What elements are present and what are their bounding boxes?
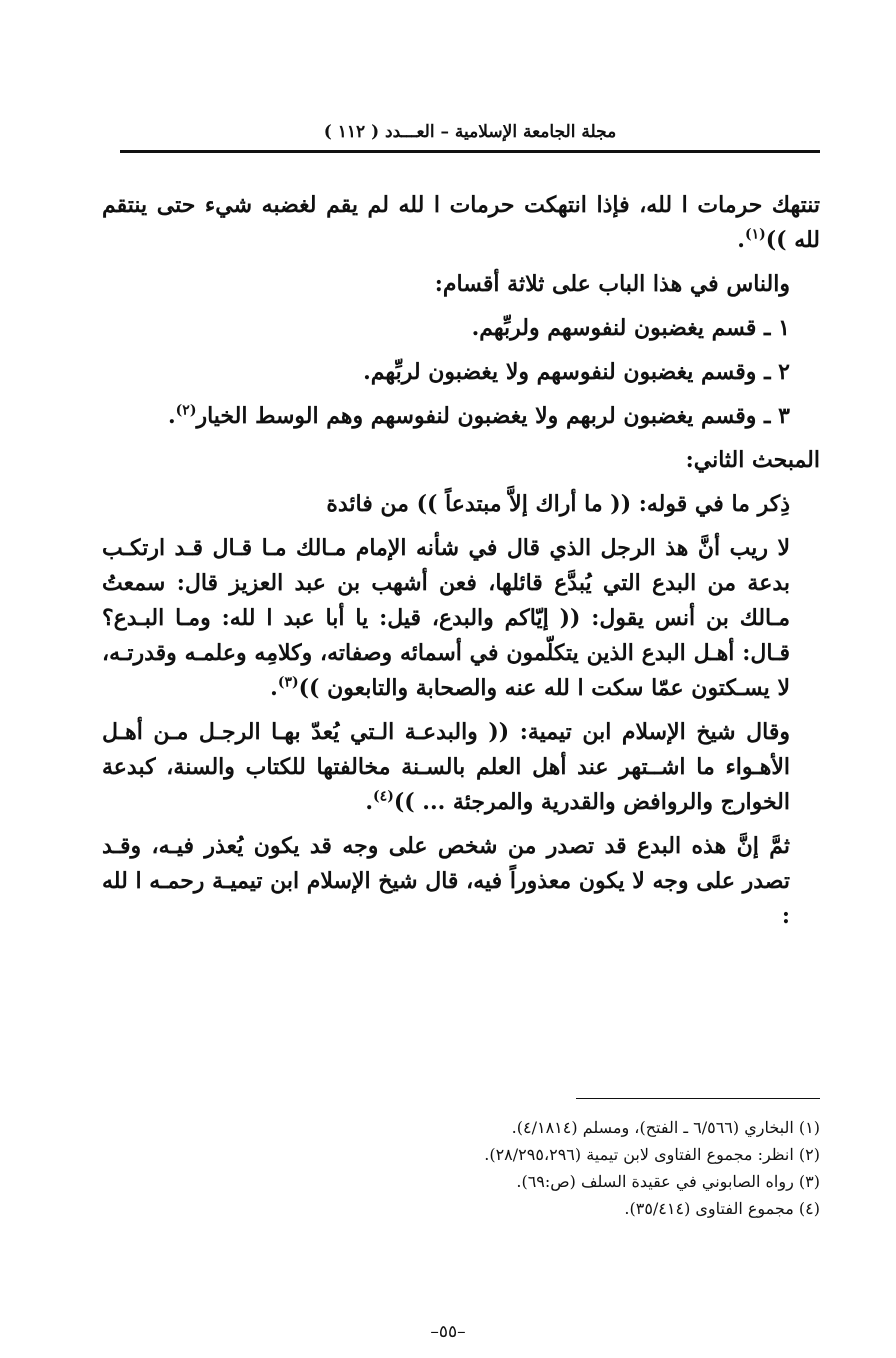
paragraph-3: لا ريب أنَّ هذ الرجل الذي قال في شأنه الإمام مـالك مـا قـال قـد ارتكـب بدعة من البدع التي يُبدَّع قائلها، فعن أشهب بن عبد العزيز قال: سمعتُ مـالك بن أنس يقول: (( إيّاكم والبدع، قيل: يا أبا عبد ا لله: ومـا البـدع؟ قـال: أهـل البدع الذين يتكلّمون في أسمائه وصفاته، وكلامِه وعلمـه وقدرتـه، لا يسـكتون عمّا سكت ا لله عنه والصحابة والتابعون ))$^{(٣)}$. bbox=[102, 535, 790, 701]
footnote-ref-1: (١) bbox=[744, 226, 766, 243]
footnote-4: (٤) مجموع الفتاوى (٣٥/٤١٤). bbox=[624, 1199, 820, 1218]
list-item-2: ٢ ـ وقسم يغضبون لنفوسهم ولا يغضبون لربِّهم. bbox=[363, 359, 790, 385]
list-item-3: ٣ ـ وقسم يغضبون لربهم ولا يغضبون لنفوسهم وهم الوسط الخيار$^{(٢)}$. bbox=[168, 402, 790, 429]
footnote-ref-4: (٤) bbox=[373, 788, 394, 805]
paragraph-1: تنتهك حرمات ا لله، فإذا انتهكت حرمات ا لله لم يقم لغضبه شيء حتى ينتقم لله ))$^{(١)}$. bbox=[102, 192, 820, 253]
paragraph-2: والناس في هذا الباب على ثلاثة أقسام: bbox=[434, 271, 790, 297]
footnote-ref-3: (٣) bbox=[277, 674, 299, 691]
footnote-divider bbox=[576, 1098, 820, 1099]
paragraph-5: ثمَّ إنَّ هذه البدع قد تصدر من شخص على وجه قد يكون يُعذر فيـه، وقـد تصدر على وجه لا يكون معذوراً فيه، قال شيخ الإسلام ابن تيميـة رحمـه ا لله : bbox=[102, 833, 790, 929]
paragraph-4: وقال شيخ الإسلام ابن تيمية: (( والبدعـة الـتي يُعدّ بهـا الرجـل مـن أهـل الأهـواء ما اشــتهر عند أهل العلم بالسـنة مخالفتها للكتاب والسنة، كبدعة الخوارج والروافض والقدرية والمرجئة ... ))$^{(٤)}$. bbox=[102, 719, 790, 815]
footnote-1: (١) البخاري (٦/٥٦٦ ـ الفتح)، ومسلم (٤/١٨١٤). bbox=[511, 1118, 820, 1137]
paragraph-4-text: وقال شيخ الإسلام ابن تيمية: (( والبدعـة الـتي يُعدّ بهـا الرجـل مـن أهـل الأهـواء ما اشــتهر عند أهل العلم بالسـنة مخالفتها للكتاب والسنة، كبدعة الخوارج والروافض والقدرية والمرجئة ... )) bbox=[102, 719, 790, 815]
section-heading: المبحث الثاني: bbox=[685, 447, 820, 473]
main-text bbox=[102, 188, 820, 943]
paragraph-3-text: لا ريب أنَّ هذ الرجل الذي قال في شأنه الإمام مـالك مـا قـال قـد ارتكـب بدعة من البدع التي يُبدَّع قائلها، فعن أشهب بن عبد العزيز قال: سمعتُ مـالك بن أنس يقول: (( إيّاكم والبدع، قيل: يا أبا عبد ا لله: ومـا البـدع؟ قـال: أهـل البدع الذين يتكلّمون في أسمائه وصفاته، وكلامِه وعلمـه وقدرتـه، لا يسـكتون عمّا سكت ا لله عنه والصحابة والتابعون )) bbox=[102, 535, 790, 701]
paragraph-1-text: تنتهك حرمات ا لله، فإذا انتهكت حرمات ا لله لم يقم لغضبه شيء حتى ينتقم لله )) bbox=[102, 192, 820, 253]
footnote-2: (٢) انظر: مجموع الفتاوى لابن تيمية (٢٨/٢٩٥،٢٩٦). bbox=[484, 1145, 820, 1164]
list-item-3-text: ٣ ـ وقسم يغضبون لربهم ولا يغضبون لنفوسهم وهم الوسط الخيار bbox=[196, 403, 790, 429]
footnotes bbox=[300, 1114, 820, 1222]
list-item-1: ١ ـ قسم يغضبون لنفوسهم ولربِّهم. bbox=[471, 315, 790, 341]
header-divider bbox=[120, 150, 820, 153]
footnote-ref-2: (٢) bbox=[175, 402, 197, 419]
subsection-heading: ذِكر ما في قوله: (( ما أراك إلاَّ مبتدعاً )) من فائدة bbox=[326, 491, 790, 517]
running-header: مجلة الجامعة الإسلامية – العـــدد ( ١١٢ ) bbox=[323, 122, 617, 142]
footnote-3: (٣) رواه الصابوني في عقيدة السلف (ص:٦٩). bbox=[516, 1172, 820, 1191]
page-number: –٥٥– bbox=[430, 1322, 466, 1342]
